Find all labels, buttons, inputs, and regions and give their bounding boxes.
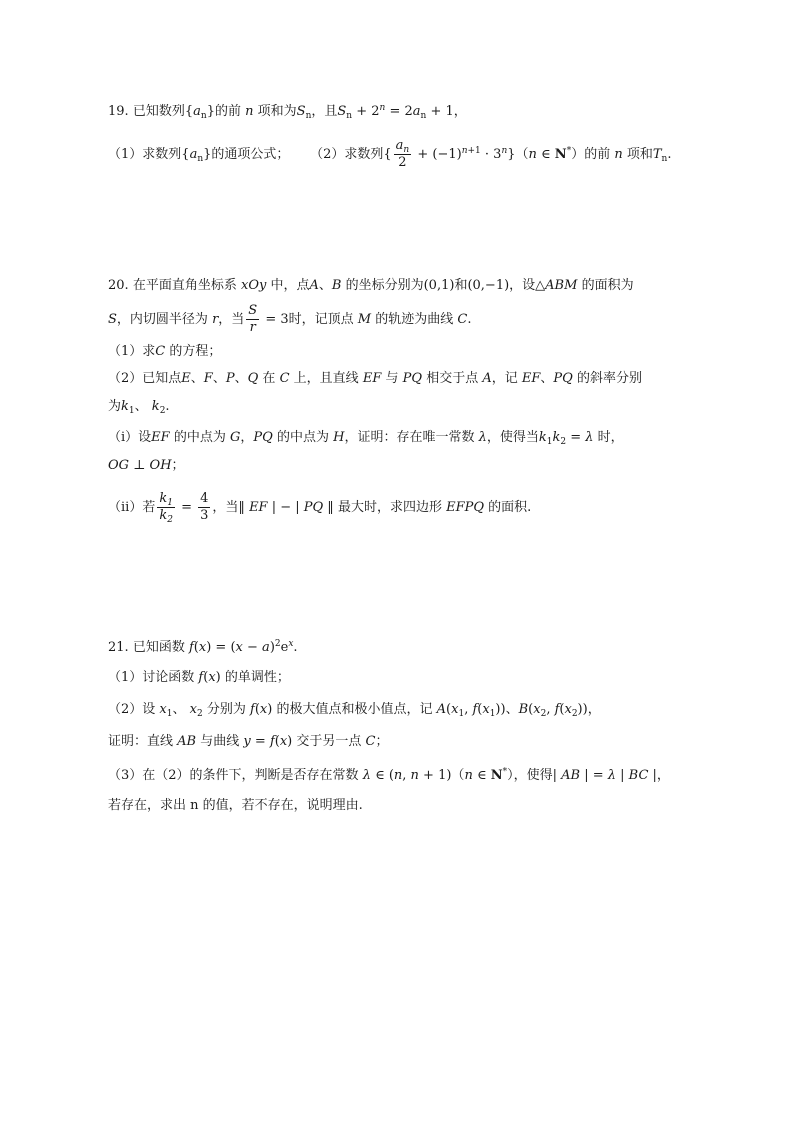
q20-part-2-line-2: 为$k_1$、 $k_2$.	[108, 399, 170, 416]
q19-number: 19.	[108, 104, 129, 119]
q19-stem: 19. 已知数列$\{a_n\}$的前 n 项和为$S_n$，且$S_n + 2^n = 2a_n + 1$，	[108, 103, 467, 121]
q20-stem-line-2: S，内切圆半径为 r，当 $\frac{S}{r}$ = 3时，记顶点 M 的轨迹为曲线 C.	[108, 303, 472, 335]
q21-part-3-line-1: （3）在（2）的条件下，判断是否存在常数 λ ∈ (n, n + 1)（n ∈ N*），使得| AB | = λ | BC |，	[108, 767, 670, 783]
q20-part-i-line-1: （i）设EF 的中点为 G，PQ 的中点为 H，证明：存在唯一常数 λ，使得当$k_1k_2 = \lambda$ 时，	[108, 430, 624, 447]
q20-stem-line-1: 20. 在平面直角坐标系 xOy 中，点A、B 的坐标分别为(0,1)和(0,−1)，设△ABM 的面积为	[108, 278, 634, 293]
q19-part-2: （2）求数列{ $\frac{a_n}{2}$ + $(-1)^{n+1} \cdot 3^n\}(n$ ∈ N*）的前 n 项和$T_n$.	[310, 138, 672, 170]
q19-part-1: （1）求数列$\{a_n\}$的通项公式；	[108, 147, 290, 164]
q20-part-1: （1）求C 的方程；	[108, 344, 222, 359]
q21-part-1: （1）讨论函数 f(x) 的单调性；	[108, 670, 290, 685]
q20-part-i-line-2: OG ⊥ OH；	[108, 458, 185, 473]
q20-part-2-line-1: （2）已知点E、F、P、Q 在 C 上，且直线 EF 与 PQ 相交于点 A，记 EF、PQ 的斜率分别	[108, 371, 642, 386]
q21-part-2-line-1: （2）设 $x_1$、 $x_2$ 分别为 f(x) 的极大值点和极小值点，记 $A(x_1$, $f(x_1)$)、$B(x_2$, $f(x_2)$)，	[108, 702, 601, 719]
q20-number: 20.	[108, 278, 129, 293]
q20-part-ii: （ii）若 $\frac{k_1}{k_2}$ = $\frac{4}{3}$ ，当‖ EF | − | PQ ‖ 最大时，求四边形 EFPQ 的面积.	[108, 491, 532, 525]
q19-parts	[108, 138, 671, 171]
q21-part-3-line-2: 若存在，求出 n 的值，若不存在，说明理由.	[108, 798, 363, 813]
q21-stem: 21. 已知函数 $f(x) = (x - a)^2e^x$.	[108, 639, 298, 655]
q21-number: 21.	[108, 640, 129, 655]
q21-part-2-line-2: 证明：直线 AB 与曲线 y = f(x) 交于另一点 C；	[108, 734, 389, 749]
